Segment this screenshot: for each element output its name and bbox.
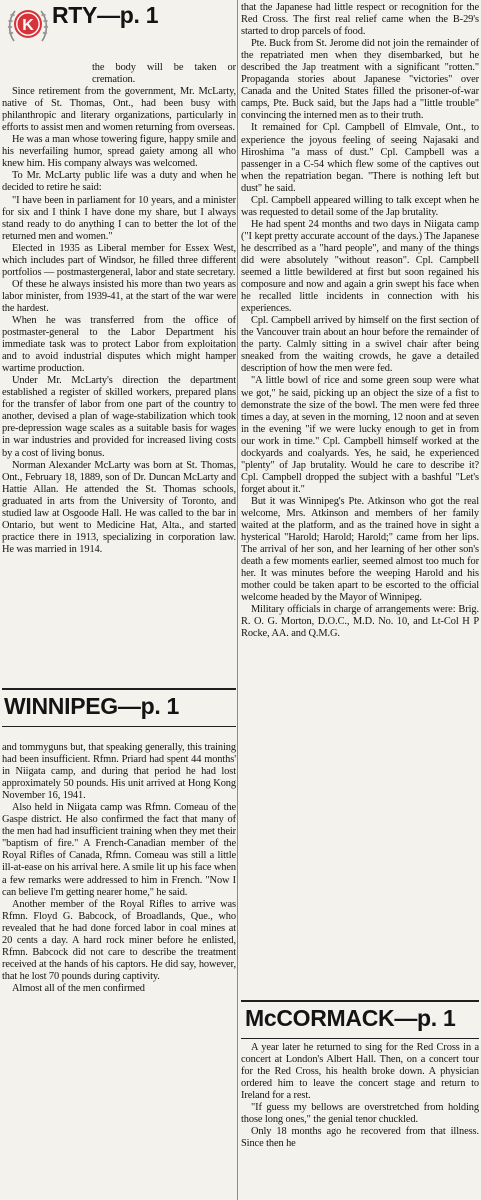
article-paragraph: But it was Winnipeg's Pte. Atkinson who got the real welcome, Mrs. Atkinson and members of her family waited at the platform, and as the trained hove in sight a hysterical "Harold; Harold; Harold;" came from her lips. The arrival of her son, and her learning of her other son's death a few moments earlier, seemed almost too much for her. It was minutes before the weeping Harold and his mother could be taken apart to be escorted to the official welcome headed by the Mayor of Winnipeg. [241, 495, 479, 604]
section-divider [241, 1038, 479, 1039]
mclarty-heading: RTY—p. 1 [52, 2, 159, 28]
article-paragraph: Military officials in charge of arrangements were: Brig. R. O. G. Morton, D.O.C., M.D. No. 10, and Lt-Col H P Rocke, AA. and Q.M.G. [241, 604, 479, 640]
column-divider [237, 0, 238, 1200]
article-paragraph: "I have been in parliament for 10 years, and a minister for six and I think I have done my share, but I always stand ready to do anything I can to better the lot of the returned men and women." [2, 194, 236, 242]
article-paragraph: Cpl. Campbell appeared willing to talk except when he was requested to detail some of the Jap brutality. [241, 194, 479, 218]
article-paragraph: Of these he always insisted his more than two years as labor minister, from 1939-41, at the start of the war were the hardest. [2, 278, 236, 314]
article-paragraph: Norman Alexander McLarty was born at St. Thomas, Ont., February 18, 1889, son of Dr. Duncan McLarty and Hattie Allan. He attended the St. Thomas schools, graduated in arts from the University of Toronto, and studied law at Osgoode Hall. He was called to the bar in Ontario, but went to Medicine Hat, Alta., and started practice there in 1913, specializing in corporation law. He was married in 1914. [2, 459, 236, 555]
section-divider [2, 688, 236, 690]
article-paragraph: that the Japanese had little respect or recognition for the Red Cross. The first real relief came when the B-29's started to drop parcels of food. [241, 2, 479, 38]
section-divider [241, 1000, 479, 1002]
article-paragraph: "If guess my bellows are overstretched from holding those long ones," the genial tenor chuckled. [241, 1102, 479, 1126]
article-paragraph: It remained for Cpl. Campbell of Elmvale, Ont., to experience the joyous feeling of seeing Najasaki and Hiroshima "a mass of dust." Cpl. Campbell was a passenger in a C-54 which flew some of the captives out when the repatriation began. "There is nothing left but dust" he said. [241, 122, 479, 194]
article-paragraph: Elected in 1935 as Liberal member for Essex West, which includes part of Windsor, he filled three different portfolios — postmastergeneral, labor and state secretary. [2, 242, 236, 278]
article-paragraph: A year later he returned to sing for the Red Cross in a concert at London's Albert Hall. Then, on a concert tour for the Red Cross, his health broke down. A physician ordered him to leave the concert stage and return to Ireland for a rest. [241, 1042, 479, 1102]
article-paragraph: Since retirement from the government, Mr. McLarty, native of St. Thomas, Ont., had been busy with philanthropic and literary organizations, particularly in efforts to assist men and women returning from overseas. [2, 86, 236, 134]
article-paragraph: Pte. Buck from St. Jerome did not join the remainder of the repatriated men when they disembarked, but he described the Jap treatment with a significant "rotten." Propaganda stories about Japanese "victories" over Canada and the United States filled the prisoner-of-war camps, Pte. Buck said, but the Japs had a "little trouble" convincing the interned men as to their truth. [241, 38, 479, 122]
winnipeg-article [2, 742, 236, 995]
section-divider [2, 726, 236, 727]
article-paragraph: Another member of the Royal Rifles to arrive was Rfmn. Floyd G. Babcock, of Broadlands, Que., who revealed that he had done forced labor in coal mines at 20 cents a day. A hard rock miner before he enlisted, Rfmn. Babcock did not care to describe the treatment received at the hands of his captors. He did say, however, that he lost 70 pounds during captivity. [2, 898, 236, 982]
winnipeg-heading: WINNIPEG—p. 1 [4, 693, 180, 719]
article-paragraph: Only 18 months ago he recovered from that illness. Since then he [241, 1126, 479, 1150]
article-paragraph: Almost all of the men confirmed [12, 982, 145, 994]
svg-text:K: K [22, 17, 34, 34]
article-paragraph: Cpl. Campbell arrived by himself on the first section of the Vancouver train about an hour before the remainder of the party. Calmly sitting in a swivel chair after being sneaked from the waiting crowds, he gave a detailed description of how the men were fed. [241, 315, 479, 375]
repatriation-article [241, 2, 479, 640]
article-paragraph: When he was transferred from the office of postmaster-general to the Labor Department his immediate task was to protect Labor from exploitation and to avoid industrial disputes which might hamper wartime production. [2, 314, 236, 375]
article-paragraph: Also held in Niigata camp was Rfmn. Comeau of the Gaspe district. He also confirmed the fact that many of the men had had insufficient training when they met their "baptism of fire." A French-Canadian member of the Royal Rifles of Canada, Rfmn. Comeau was still a little ill-at-ease on his arrival here. A smile lit up his face when a few remarks were addressed to him in French. "Now I can believe I'm getting nearer home," he said. [2, 802, 236, 898]
article-paragraph: To Mr. McLarty public life was a duty and when he decided to retire he said: [2, 170, 236, 194]
article-paragraph: and tommyguns but, that speaking generally, this training had been insufficient. Rfmn. Priard had spent 44 months' in Niigata camp, and during that period he had lost approximately 50 pounds. His unit arrived at Hong Kong November 16, 1941. [2, 742, 236, 802]
publisher-logo-icon [6, 3, 50, 47]
article-paragraph: He had spent 24 months and two days in Niigata camp ("I kept pretty accurate account of the days.) The Japanese he descrribed as a "hard people", and many of the things did were absolutely "without reason". Cpl. Campbell seemed a little bewildered at first but soon regained his composure and now and again a grin swept his face when he recalled little incidents in connection with his experiences. [241, 218, 479, 315]
article-paragraph: He was a man whose towering figure, happy smile and his neverfailing humor, spread gaiety among all who knew him. His company always was welcomed. [2, 134, 236, 170]
mccormack-article [241, 1042, 479, 1150]
article-paragraph: "A little bowl of rice and some green soup were what we got," he said, picking up an object the size of a fist to demonstrate the size of the bowl. The men were fed three times a day, at seven in the morning, 12 noon and at seven in the evening "if we were lucky enough to get in from our work in time." Cpl. Campbell himself worked at the dockyards and coalyards. Yes, he said, he experienced "plenty" of Jap brutality. Would he care to describe it? Cpl. Campbell dropped the subject with a bashful "Let's forget about it." [241, 375, 479, 495]
article-paragraph: Under Mr. McLarty's direction the department established a register of skilled workers, prepared plans for the transfer of labor from one part of the country to another, devised a plan of wage-stabilization which took pre-depression wage scales as a suitable basis for wages in war industries and provided for increased living costs by a cost of living bonus. [2, 375, 236, 459]
article-paragraph: the body will be taken or cremation. [92, 62, 236, 86]
mccormack-heading: McCORMACK—p. 1 [245, 1005, 456, 1031]
mclarty-article [2, 62, 236, 556]
